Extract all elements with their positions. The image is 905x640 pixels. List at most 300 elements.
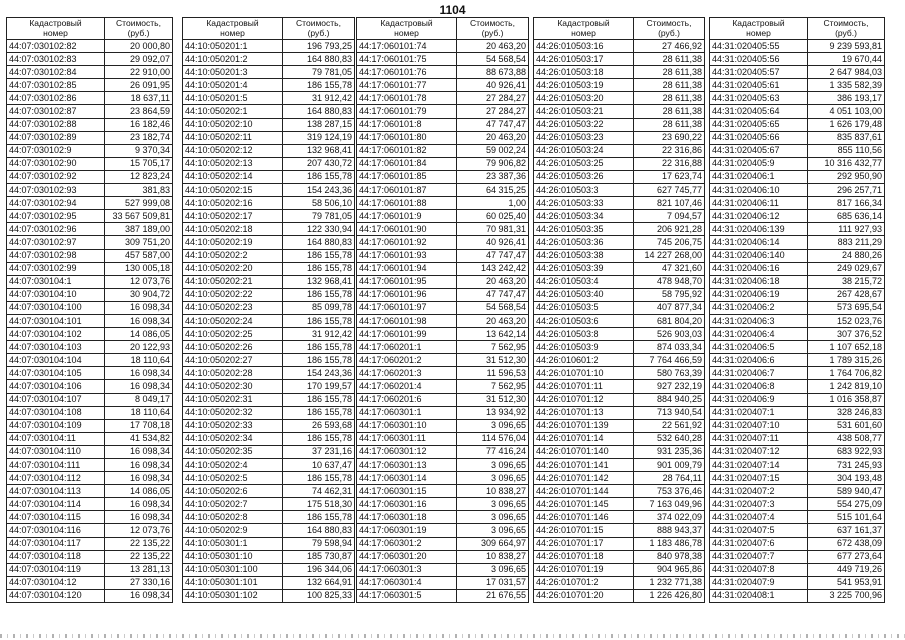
- table-row: [183, 105, 355, 118]
- cadastral-number: 44:31:020405:57: [710, 66, 808, 79]
- cadastral-number: 44:17:060301:11: [357, 432, 457, 445]
- table-row: [357, 314, 529, 327]
- cost-value: 3 096,65: [457, 511, 529, 524]
- cost-value: 132 968,41: [283, 144, 355, 157]
- cadastral-number: 44:17:060101:98: [357, 314, 457, 327]
- table-row: [710, 118, 885, 131]
- cost-value: 27 466,92: [634, 40, 705, 53]
- table-row: [7, 262, 173, 275]
- cadastral-number: 44:26:010503:3: [534, 184, 634, 197]
- cadastral-number: 44:10:050202:33: [183, 419, 283, 432]
- cost-value: 573 695,54: [808, 301, 885, 314]
- table-row: [357, 79, 529, 92]
- cadastral-number: 44:26:010701:145: [534, 498, 634, 511]
- cost-value: 186 155,78: [283, 79, 355, 92]
- cadastral-number: 44:07:030104:107: [7, 393, 105, 406]
- table-row: [357, 393, 529, 406]
- cadastral-number: 44:17:060101:85: [357, 170, 457, 183]
- cost-value: 54 568,54: [457, 53, 529, 66]
- cadastral-number-header-line1: Кадастровый: [206, 18, 259, 28]
- cost-value: 17 708,18: [105, 419, 173, 432]
- cost-header-line1: Стоимость,: [823, 18, 869, 28]
- table-header-row: [7, 18, 173, 40]
- table-row: [710, 367, 885, 380]
- cost-value: 14 227 268,00: [634, 249, 705, 262]
- table-row: [357, 380, 529, 393]
- cadastral-number: 44:26:010503:9: [534, 341, 634, 354]
- cost-value: 7 562,95: [457, 341, 529, 354]
- cadastral-number: 44:26:010503:5: [534, 301, 634, 314]
- cadastral-number: 44:26:010701:13: [534, 406, 634, 419]
- table-row: [357, 328, 529, 341]
- cadastral-number: 44:31:020406:6: [710, 354, 808, 367]
- cost-value: 22 135,22: [105, 537, 173, 550]
- page-number: 1104: [439, 3, 466, 17]
- cadastral-number: 44:07:030102:87: [7, 105, 105, 118]
- cadastral-number-header-line2: номер: [43, 27, 68, 38]
- cost-header-line2: (руб.): [307, 27, 330, 38]
- cadastral-number: 44:31:020406:12: [710, 210, 808, 223]
- table-row: [710, 105, 885, 118]
- table-row: [183, 354, 355, 367]
- cost-value: 79 598,94: [283, 537, 355, 550]
- cost-value: 12 073,76: [105, 524, 173, 537]
- table-row: [7, 79, 173, 92]
- table-row: [710, 92, 885, 105]
- table-row: [357, 472, 529, 485]
- cost-value: 10 838,27: [457, 550, 529, 563]
- cadastral-number: 44:07:030102:90: [7, 157, 105, 170]
- cost-header-line1: Стоимость,: [470, 18, 515, 28]
- table-row: [7, 432, 173, 445]
- cost-value: 681 804,20: [634, 314, 705, 327]
- cost-value: 85 099,78: [283, 301, 355, 314]
- table-header-row: [183, 18, 355, 40]
- cost-value: 196 344,06: [283, 563, 355, 576]
- cost-value: 18 110,64: [105, 354, 173, 367]
- table-row: [7, 105, 173, 118]
- cadastral-number: 44:17:060101:96: [357, 288, 457, 301]
- cost-value: 28 764,11: [634, 472, 705, 485]
- cost-value: 835 837,61: [808, 131, 885, 144]
- cadastral-number: 44:07:030104:100: [7, 301, 105, 314]
- cost-value: 438 508,77: [808, 432, 885, 445]
- table-row: [534, 341, 705, 354]
- cadastral-number: 44:07:030104:110: [7, 445, 105, 458]
- cadastral-number: 44:17:060201:6: [357, 393, 457, 406]
- table-row: [7, 131, 173, 144]
- cost-value: 13 934,92: [457, 406, 529, 419]
- cost-value: 186 155,78: [283, 262, 355, 275]
- cadastral-number: 44:17:060101:8: [357, 118, 457, 131]
- cost-value: 532 640,28: [634, 432, 705, 445]
- table-row: [183, 66, 355, 79]
- table-row: [710, 485, 885, 498]
- cadastral-number: 44:10:050202:8: [183, 511, 283, 524]
- cadastral-number: 44:26:010503:20: [534, 92, 634, 105]
- cadastral-number: 44:07:030104:111: [7, 459, 105, 472]
- table-row: [183, 445, 355, 458]
- cadastral-number: 44:07:030104:106: [7, 380, 105, 393]
- table-row: [710, 157, 885, 170]
- cost-value: 47 321,60: [634, 262, 705, 275]
- cadastral-number: 44:10:050202:5: [183, 472, 283, 485]
- cadastral-number: 44:10:050202:12: [183, 144, 283, 157]
- cost-value: 267 428,67: [808, 288, 885, 301]
- cost-value: 31 512,30: [457, 354, 529, 367]
- table-row: [710, 380, 885, 393]
- table-row: [357, 249, 529, 262]
- cadastral-number: 44:31:020406:8: [710, 380, 808, 393]
- cost-value: 28 611,38: [634, 118, 705, 131]
- table-row: [357, 170, 529, 183]
- table-row: [183, 498, 355, 511]
- table-row: [7, 393, 173, 406]
- table-row: [183, 157, 355, 170]
- cadastral-number: 44:31:020405:65: [710, 118, 808, 131]
- cadastral-number: 44:10:050202:30: [183, 380, 283, 393]
- cost-value: 16 098,34: [105, 498, 173, 511]
- table-row: [534, 131, 705, 144]
- cost-value: 138 287,15: [283, 118, 355, 131]
- cadastral-number: 44:10:050201:2: [183, 53, 283, 66]
- table-row: [183, 367, 355, 380]
- cadastral-number: 44:26:010701:15: [534, 524, 634, 537]
- cost-value: 47 747,47: [457, 118, 529, 131]
- table-row: [710, 66, 885, 79]
- cadastral-number: 44:07:030104:115: [7, 511, 105, 524]
- cadastral-number: 44:10:050202:34: [183, 432, 283, 445]
- cadastral-number: 44:31:020407:12: [710, 445, 808, 458]
- cadastral-number: 44:31:020405:61: [710, 79, 808, 92]
- table-row: [7, 537, 173, 550]
- cost-value: 478 948,70: [634, 275, 705, 288]
- cost-value: 37 231,16: [283, 445, 355, 458]
- cadastral-number: 44:10:050202:26: [183, 341, 283, 354]
- cost-value: 111 927,93: [808, 223, 885, 236]
- cadastral-number: 44:31:020407:6: [710, 537, 808, 550]
- cost-value: 888 943,37: [634, 524, 705, 537]
- cadastral-number: 44:26:010503:8: [534, 328, 634, 341]
- cost-value: 27 284,27: [457, 105, 529, 118]
- cost-value: 526 903,03: [634, 328, 705, 341]
- cadastral-number: 44:07:030102:9: [7, 144, 105, 157]
- cost-value: 16 098,34: [105, 459, 173, 472]
- table-row: [7, 157, 173, 170]
- cost-value: 16 098,34: [105, 511, 173, 524]
- cost-value: 31 912,42: [283, 92, 355, 105]
- cost-value: 8 049,17: [105, 393, 173, 406]
- cost-value: 31 912,42: [283, 328, 355, 341]
- table-row: [534, 118, 705, 131]
- cost-value: 22 316,86: [634, 144, 705, 157]
- cadastral-number: 44:10:050301:100: [183, 563, 283, 576]
- table-row: [534, 288, 705, 301]
- cadastral-number-header-line1: Кадастровый: [557, 18, 610, 28]
- cadastral-number: 44:31:020406:140: [710, 249, 808, 262]
- table-row: [710, 393, 885, 406]
- cost-value: 79 781,05: [283, 66, 355, 79]
- cost-value: 20 463,20: [457, 131, 529, 144]
- cost-value: 3 096,65: [457, 563, 529, 576]
- table-row: [183, 576, 355, 589]
- cadastral-table-4: [533, 17, 705, 603]
- cadastral-number: 44:17:060101:74: [357, 40, 457, 53]
- cost-value: 154 243,36: [283, 184, 355, 197]
- cost-value: 20 463,20: [457, 40, 529, 53]
- cost-value: 11 596,53: [457, 367, 529, 380]
- cost-header-line2: (руб.): [835, 27, 857, 38]
- cost-value: 2 647 984,03: [808, 66, 885, 79]
- table-row: [710, 288, 885, 301]
- cost-value: 79 781,05: [283, 210, 355, 223]
- table-row: [183, 537, 355, 550]
- cost-value: 1 232 771,38: [634, 576, 705, 589]
- cost-value: 821 107,46: [634, 197, 705, 210]
- table-row: [7, 485, 173, 498]
- table-row: [357, 66, 529, 79]
- cost-value: 672 438,09: [808, 537, 885, 550]
- cadastral-number: 44:07:030104:113: [7, 485, 105, 498]
- cost-value: 28 611,38: [634, 66, 705, 79]
- table-row: [183, 236, 355, 249]
- cadastral-number: 44:17:060301:20: [357, 550, 457, 563]
- table-row: [534, 249, 705, 262]
- cadastral-number: 44:10:050202:23: [183, 301, 283, 314]
- table-row: [710, 472, 885, 485]
- cost-value: 30 904,72: [105, 288, 173, 301]
- table-row: [357, 131, 529, 144]
- cost-value: 304 193,48: [808, 472, 885, 485]
- cadastral-number: 44:10:050201:4: [183, 79, 283, 92]
- cadastral-number: 44:26:010503:16: [534, 40, 634, 53]
- table-row: [7, 550, 173, 563]
- cost-value: 7 163 049,96: [634, 498, 705, 511]
- cadastral-number: 44:17:060101:87: [357, 184, 457, 197]
- cadastral-number: 44:26:010503:40: [534, 288, 634, 301]
- table-row: [7, 249, 173, 262]
- cost-value: 309 664,97: [457, 537, 529, 550]
- cadastral-number: 44:31:020407:4: [710, 511, 808, 524]
- cost-value: 40 926,41: [457, 236, 529, 249]
- cadastral-number-header-line1: Кадастровый: [732, 18, 785, 28]
- table-row: [183, 472, 355, 485]
- cadastral-number: 44:26:010503:21: [534, 105, 634, 118]
- table-row: [183, 53, 355, 66]
- cost-value: 23 690,22: [634, 131, 705, 144]
- cost-value: 164 880,83: [283, 53, 355, 66]
- table-row: [183, 485, 355, 498]
- cadastral-number: 44:07:030102:92: [7, 170, 105, 183]
- cadastral-number: 44:17:060101:77: [357, 79, 457, 92]
- cadastral-number: 44:31:020405:55: [710, 40, 808, 53]
- table-row: [534, 236, 705, 249]
- table-row: [357, 498, 529, 511]
- cadastral-number: 44:17:060301:15: [357, 485, 457, 498]
- table-row: [534, 550, 705, 563]
- table-header-row: [534, 18, 705, 40]
- cadastral-number: 44:10:050202:19: [183, 236, 283, 249]
- cadastral-number: 44:10:050202:25: [183, 328, 283, 341]
- table-row: [357, 524, 529, 537]
- cadastral-number: 44:31:020406:139: [710, 223, 808, 236]
- cost-value: 527 999,08: [105, 197, 173, 210]
- table-row: [534, 354, 705, 367]
- table-row: [534, 498, 705, 511]
- table-row: [183, 210, 355, 223]
- cadastral-number: 44:17:060201:4: [357, 380, 457, 393]
- scan-edge-noise: [0, 634, 905, 638]
- cost-value: 47 747,47: [457, 288, 529, 301]
- cadastral-number: 44:10:050202:31: [183, 393, 283, 406]
- table-row: [183, 79, 355, 92]
- table-row: [7, 576, 173, 589]
- table-row: [534, 184, 705, 197]
- cost-value: 457 587,00: [105, 249, 173, 262]
- table-row: [7, 66, 173, 79]
- cadastral-number: 44:17:060101:9: [357, 210, 457, 223]
- cadastral-number: 44:07:030102:82: [7, 40, 105, 53]
- cost-value: 164 880,83: [283, 236, 355, 249]
- cadastral-number: 44:31:020407:15: [710, 472, 808, 485]
- cost-value: 515 101,64: [808, 511, 885, 524]
- table-row: [534, 66, 705, 79]
- table-row: [183, 223, 355, 236]
- cadastral-number: 44:10:050202:16: [183, 197, 283, 210]
- cadastral-number: 44:10:050202:20: [183, 262, 283, 275]
- cadastral-number-header-line2: номер: [220, 27, 245, 38]
- cost-value: 186 155,78: [283, 314, 355, 327]
- cost-value: 927 232,19: [634, 380, 705, 393]
- table-row: [7, 197, 173, 210]
- table-row: [183, 92, 355, 105]
- cost-value: 28 611,38: [634, 92, 705, 105]
- cadastral-number: 44:07:030102:97: [7, 236, 105, 249]
- cost-value: 407 877,34: [634, 301, 705, 314]
- cost-header-line1: Стоимость,: [646, 18, 692, 28]
- cost-value: 186 155,78: [283, 406, 355, 419]
- table-row: [710, 459, 885, 472]
- table-row: [7, 275, 173, 288]
- table-row: [710, 53, 885, 66]
- cadastral-number: 44:31:020405:63: [710, 92, 808, 105]
- cadastral-number: 44:10:050301:101: [183, 576, 283, 589]
- cost-value: 132 664,91: [283, 576, 355, 589]
- cost-header-line1: Стоимость,: [116, 18, 161, 28]
- cost-value: 1,00: [457, 197, 529, 210]
- cadastral-number: 44:26:010701:14: [534, 432, 634, 445]
- cost-value: 309 751,20: [105, 236, 173, 249]
- cadastral-number: 44:31:020407:8: [710, 563, 808, 576]
- cadastral-number: 44:17:060301:10: [357, 419, 457, 432]
- cost-header: [457, 18, 529, 40]
- cadastral-number: 44:10:050201:3: [183, 66, 283, 79]
- cost-value: 4 051 103,00: [808, 105, 885, 118]
- cadastral-number: 44:17:060301:14: [357, 472, 457, 485]
- cadastral-number: 44:17:060101:82: [357, 144, 457, 157]
- table-row: [183, 118, 355, 131]
- table-row: [534, 314, 705, 327]
- cadastral-number: 44:17:060101:79: [357, 105, 457, 118]
- cadastral-number-header: [7, 18, 105, 40]
- cadastral-number: 44:17:060301:5: [357, 589, 457, 602]
- cadastral-number: 44:31:020406:18: [710, 275, 808, 288]
- table-row: [710, 354, 885, 367]
- cadastral-number-header-line2: номер: [394, 27, 419, 38]
- cadastral-number: 44:17:060301:13: [357, 459, 457, 472]
- table-row: [357, 563, 529, 576]
- cadastral-number-header-line2: номер: [746, 27, 771, 38]
- cadastral-number: 44:31:020407:5: [710, 524, 808, 537]
- table-row: [534, 170, 705, 183]
- cadastral-number: 44:26:010701:142: [534, 472, 634, 485]
- table-row: [7, 328, 173, 341]
- cost-value: 28 611,38: [634, 105, 705, 118]
- cadastral-number: 44:26:010701:18: [534, 550, 634, 563]
- cost-value: 3 225 700,96: [808, 589, 885, 602]
- cost-value: 23 387,36: [457, 170, 529, 183]
- cost-value: 77 416,24: [457, 445, 529, 458]
- cadastral-number: 44:07:030104:104: [7, 354, 105, 367]
- cost-value: 296 257,71: [808, 184, 885, 197]
- table-row: [183, 184, 355, 197]
- cadastral-number: 44:07:030104:1: [7, 275, 105, 288]
- cadastral-number: 44:17:060101:80: [357, 131, 457, 144]
- cadastral-number: 44:17:060301:16: [357, 498, 457, 511]
- table-row: [7, 367, 173, 380]
- table-row: [710, 432, 885, 445]
- cost-value: 7 094,57: [634, 210, 705, 223]
- cost-header: [283, 18, 355, 40]
- cost-value: 9 370,34: [105, 144, 173, 157]
- cadastral-number-header: [710, 18, 808, 40]
- cost-value: 74 462,31: [283, 485, 355, 498]
- table-row: [710, 537, 885, 550]
- cost-value: 186 155,78: [283, 393, 355, 406]
- cost-value: 14 086,05: [105, 328, 173, 341]
- table-row: [534, 144, 705, 157]
- table-row: [183, 589, 355, 602]
- cost-value: 10 637,47: [283, 459, 355, 472]
- cost-value: 186 155,78: [283, 354, 355, 367]
- table-row: [7, 380, 173, 393]
- table-row: [183, 393, 355, 406]
- table-row: [7, 354, 173, 367]
- cadastral-number: 44:31:020407:11: [710, 432, 808, 445]
- table-row: [357, 511, 529, 524]
- table-row: [7, 92, 173, 105]
- cadastral-number: 44:26:010701:10: [534, 367, 634, 380]
- cost-value: 70 981,31: [457, 223, 529, 236]
- cadastral-number: 44:17:060201:2: [357, 354, 457, 367]
- table-row: [534, 524, 705, 537]
- table-row: [357, 236, 529, 249]
- cost-value: 18 637,11: [105, 92, 173, 105]
- cadastral-table-2: [182, 17, 355, 603]
- table-row: [710, 131, 885, 144]
- cost-value: 58 795,92: [634, 288, 705, 301]
- table-row: [357, 445, 529, 458]
- cadastral-number: 44:10:050202:28: [183, 367, 283, 380]
- table-row: [710, 498, 885, 511]
- cost-value: 28 611,38: [634, 53, 705, 66]
- cost-value: 60 025,40: [457, 210, 529, 223]
- cost-value: 170 199,57: [283, 380, 355, 393]
- table-row: [357, 275, 529, 288]
- cadastral-number: 44:10:050202:27: [183, 354, 283, 367]
- cadastral-number: 44:31:020406:11: [710, 197, 808, 210]
- cost-value: 319 124,19: [283, 131, 355, 144]
